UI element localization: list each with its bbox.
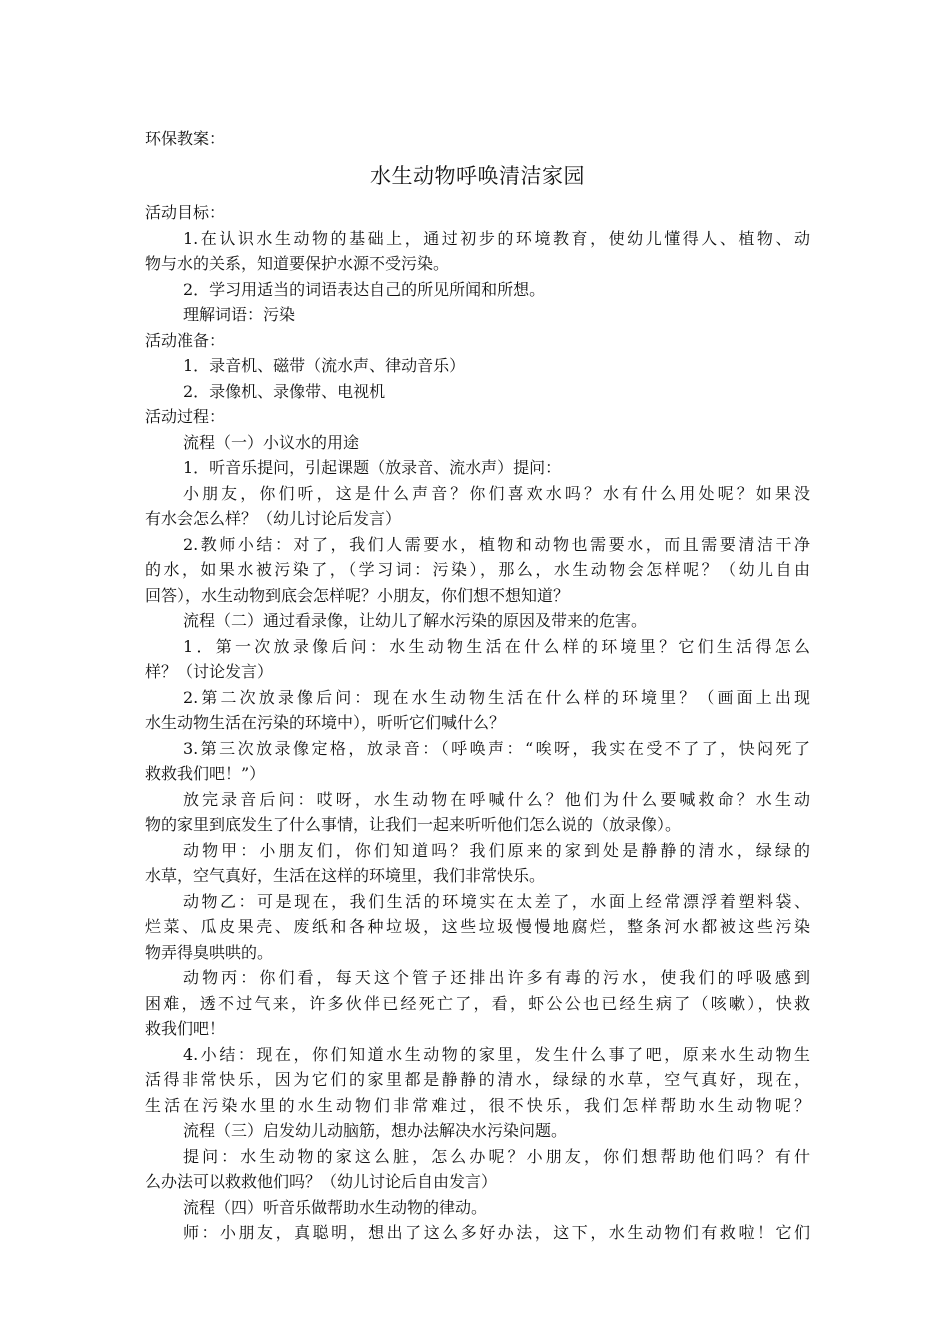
- text-line: 1．录音机、磁带（流水声、律动音乐）: [183, 356, 466, 375]
- text-line: 动物丙：你们看，每天这个管子还排出许多有毒的污水，使我们的呼吸感到: [183, 968, 810, 987]
- document-title: 水生动物呼唤清洁家园: [370, 164, 585, 188]
- text-line: 小朋友，你们听，这是什么声音？你们喜欢水吗？水有什么用处呢？如果没: [183, 483, 810, 503]
- text-line: 水生动物生活在污染的环境中），听听它们喊什么？: [145, 713, 506, 732]
- text-line: 困难，透不过气来，许多伙伴已经死亡了，看，虾公公也已经生病了（咳嗽），快救: [145, 993, 810, 1013]
- text-line: 2.第二次放录像后问：现在水生动物生活在什么样的环境里？（画面上出现: [183, 687, 810, 707]
- text-line: 2．录像机、录像带、电视机: [183, 381, 386, 401]
- text-line: 活动准备：: [145, 330, 226, 350]
- text-line: 4.小结：现在，你们知道水生动物的家里，发生什么事了吧，原来水生动物生: [183, 1044, 810, 1064]
- text-line: 救我们吧！: [145, 1019, 226, 1038]
- text-line: 有水会怎么样？（幼儿讨论后发言）: [145, 509, 402, 528]
- document-category-label: 环保教案：: [145, 129, 226, 148]
- text-line: 师：小朋友，真聪明，想出了这么多好办法，这下，水生动物们有救啦！它们: [183, 1223, 810, 1242]
- text-line: 生活在污染水里的水生动物们非常难过，很不快乐，我们怎样帮助水生动物呢？: [145, 1095, 810, 1115]
- text-line: 物与水的关系，知道要保护水源不受污染。: [145, 254, 450, 273]
- text-line: 2．学习用适当的词语表达自己的所见所闻和所想。: [183, 279, 546, 299]
- text-line: 流程（一）小议水的用途: [183, 432, 360, 452]
- text-line: 放完录音后问：哎呀，水生动物在呼喊什么？他们为什么要喊救命？水生动: [183, 789, 810, 809]
- text-line: 1．听音乐提问，引起课题（放录音、流水声）提问：: [183, 458, 562, 477]
- text-line: 样？（讨论发言）: [145, 662, 274, 681]
- text-line: 3.第三次放录像定格，放录音：（呼唤声：“唉呀，我实在受不了了，快闷死了: [183, 738, 810, 758]
- text-line: 活得非常快乐，因为它们的家里都是静静的清水，绿绿的水草，空气真好，现在，: [145, 1070, 810, 1089]
- text-line: 救救我们吧！”）: [145, 764, 266, 783]
- document-body: [145, 200, 810, 1246]
- text-line: 动物甲：小朋友们，你们知道吗？我们原来的家到处是静静的清水，绿绿的: [183, 840, 810, 860]
- text-line: 提问：水生动物的家这么脏，怎么办呢？小朋友，你们想帮助他们吗？有什: [183, 1146, 810, 1166]
- document-page: [145, 125, 810, 1246]
- text-line: 1.在认识水生动物的基础上，通过初步的环境教育，使幼儿懂得人、植物、动: [183, 228, 810, 248]
- text-line: 么办法可以救救他们吗？（幼儿讨论后自由发言）: [145, 1172, 498, 1191]
- text-line: 动物乙：可是现在，我们生活的环境实在太差了，水面上经常漂浮着塑料袋、: [183, 891, 810, 911]
- text-line: 的水，如果水被污染了，（学习词：污染），那么，水生动物会怎样呢？（幼儿自由: [145, 560, 810, 579]
- text-line: 物弄得臭哄哄的。: [145, 942, 274, 962]
- text-line: 流程（四）听音乐做帮助水生动物的律动。: [183, 1197, 488, 1217]
- text-line: 流程（三）启发幼儿动脑筋，想办法解决水污染问题。: [183, 1121, 568, 1140]
- text-line: 烂菜、瓜皮果壳、废纸和各种垃圾，这些垃圾慢慢地腐烂，整条河水都被这些污染: [145, 917, 810, 936]
- text-line: 理解词语：污染: [183, 305, 296, 324]
- text-line: 流程（二）通过看录像，让幼儿了解水污染的原因及带来的危害。: [183, 611, 648, 630]
- text-line: 水草，空气真好，生活在这样的环境里，我们非常快乐。: [145, 866, 546, 885]
- text-line: 活动目标：: [145, 203, 226, 222]
- text-line: 活动过程：: [145, 407, 226, 426]
- text-line: 物的家里到底发生了什么事情，让我们一起来听听他们怎么说的（放录像）。: [145, 815, 682, 834]
- text-line: 1．第一次放录像后问：水生动物生活在什么样的环境里？它们生活得怎么: [183, 636, 810, 656]
- text-line: 回答），水生动物到底会怎样呢？小朋友，你们想不想知道？: [145, 585, 570, 605]
- text-line: 2.教师小结：对了，我们人需要水，植物和动物也需要水，而且需要清洁干净: [183, 534, 810, 554]
